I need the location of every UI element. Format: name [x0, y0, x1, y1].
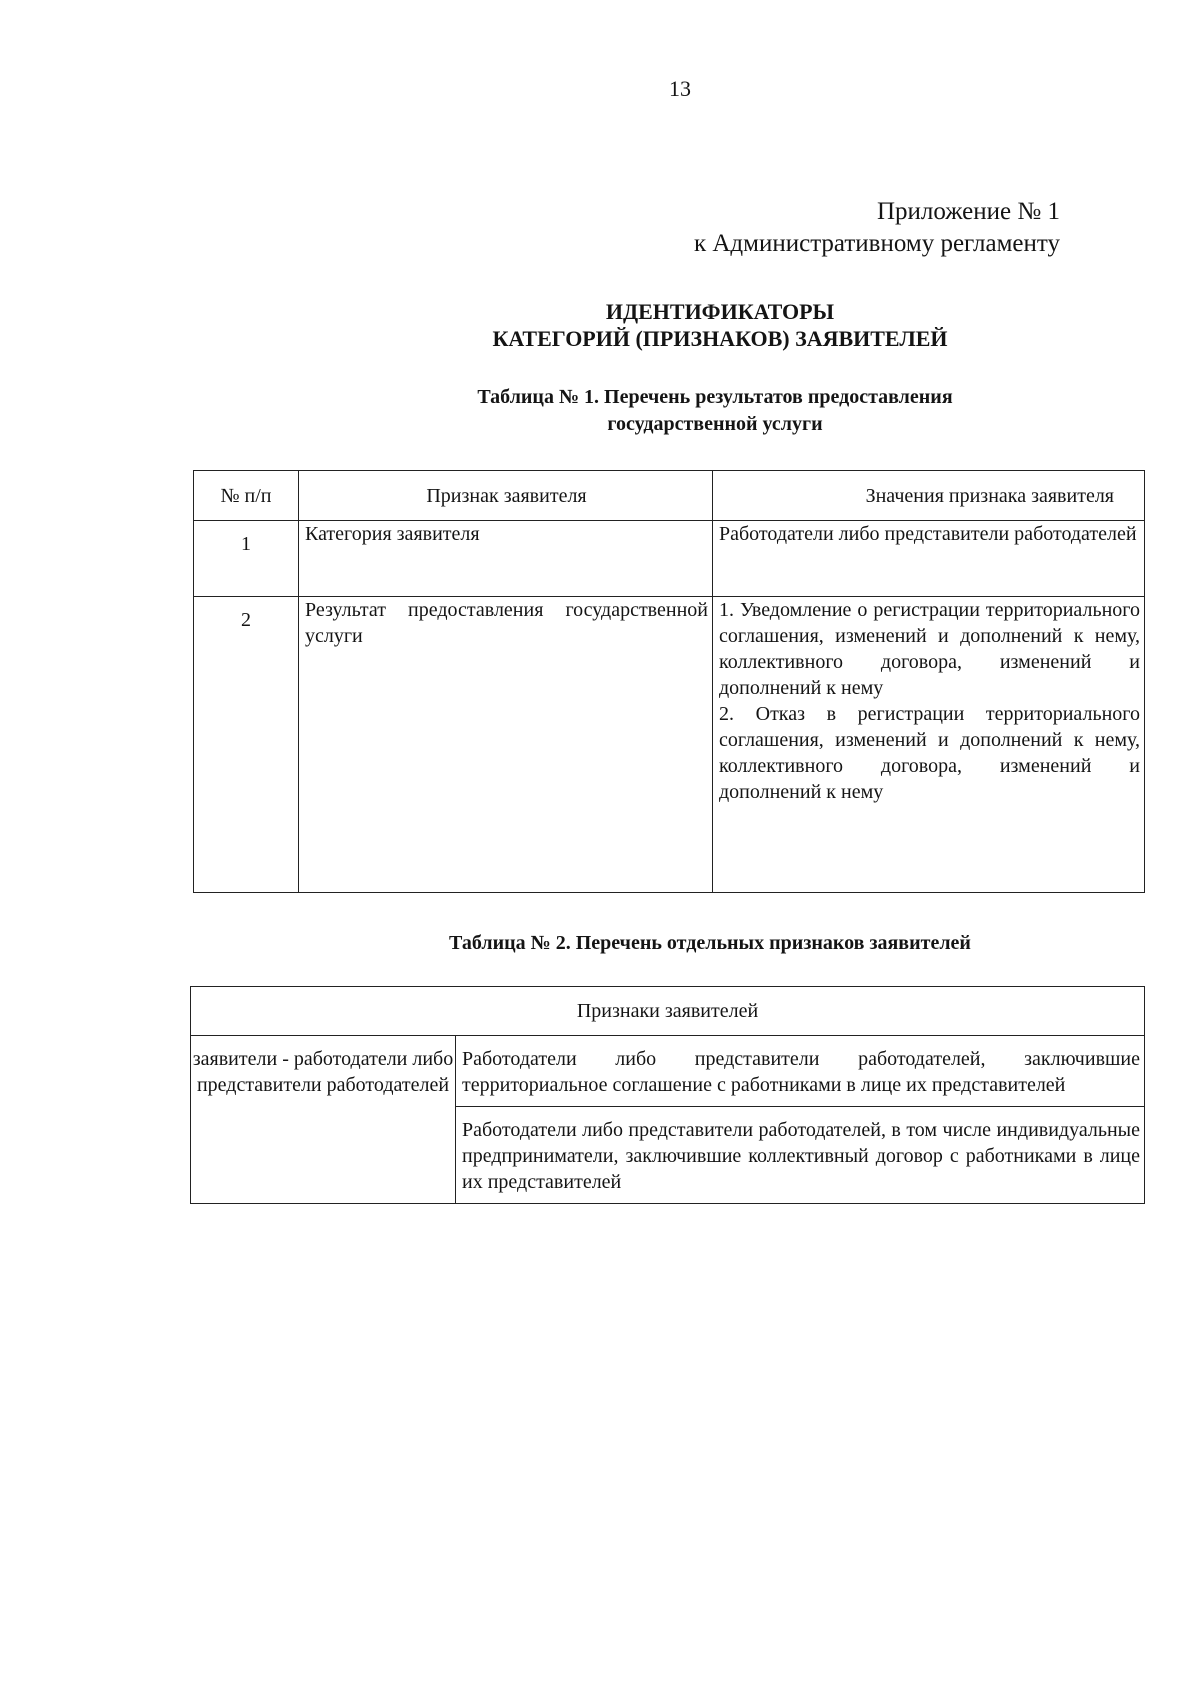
table-row [194, 521, 1145, 597]
table-row [194, 597, 1145, 893]
row-value [713, 597, 1145, 893]
row-sign: Категория заявителя [299, 521, 713, 597]
page-number: 13 [669, 76, 691, 101]
table-row [191, 1036, 1145, 1107]
document-title [0, 298, 1200, 352]
row-num: 1 [194, 521, 299, 597]
header-signs: Признаки заявителей [191, 987, 1145, 1036]
applicant-signs-table [190, 986, 1145, 1204]
title-line-2: КАТЕГОРИЙ (ПРИЗНАКОВ) ЗАЯВИТЕЛЕЙ [492, 326, 948, 351]
value-item-2: 2. Отказ в регистрации территориального соглашения, изменений и дополнений к нему, коллективного договора, изменений и дополнений к нему [719, 703, 1140, 803]
appendix-line-1: Приложение № 1 [876, 198, 1060, 225]
appendix-label [694, 196, 1060, 260]
header-sign: Признак заявителя [299, 471, 713, 521]
value-item-1: 1. Уведомление о регистрации территориального соглашения, изменений и дополнений к нему, коллективного договора, изменений и дополнений к нему [719, 599, 1140, 699]
table1-caption-line-1: Таблица № 1. Перечень результатов предоставления [477, 386, 953, 408]
table1-caption [0, 384, 1200, 438]
sign-description: Работодатели либо представители работодателей, заключившие территориальное соглашение с работниками в лице их представителей [456, 1036, 1145, 1107]
results-table [193, 470, 1145, 893]
table-header-row [191, 987, 1145, 1036]
row-num: 2 [194, 597, 299, 893]
header-num: № п/п [194, 471, 299, 521]
category-cell: заявители - работодатели либо представители работодателей [191, 1036, 456, 1204]
appendix-line-2: к Административному регламенту [693, 230, 1060, 257]
header-value: Значения признака заявителя [713, 471, 1145, 521]
row-sign: Результат предоставления государственной услуги [299, 597, 713, 893]
table-header-row [194, 471, 1145, 521]
table1-caption-line-2: государственной услуги [607, 413, 823, 435]
table2-caption: Таблица № 2. Перечень отдельных признаков заявителей [449, 932, 971, 954]
title-line-1: ИДЕНТИФИКАТОРЫ [605, 299, 835, 324]
row-value: Работодатели либо представители работодателей [713, 521, 1145, 597]
sign-description: Работодатели либо представители работодателей, в том числе индивидуальные предприниматели, заключившие коллективный договор с работниками в лице их представителей [456, 1107, 1145, 1204]
